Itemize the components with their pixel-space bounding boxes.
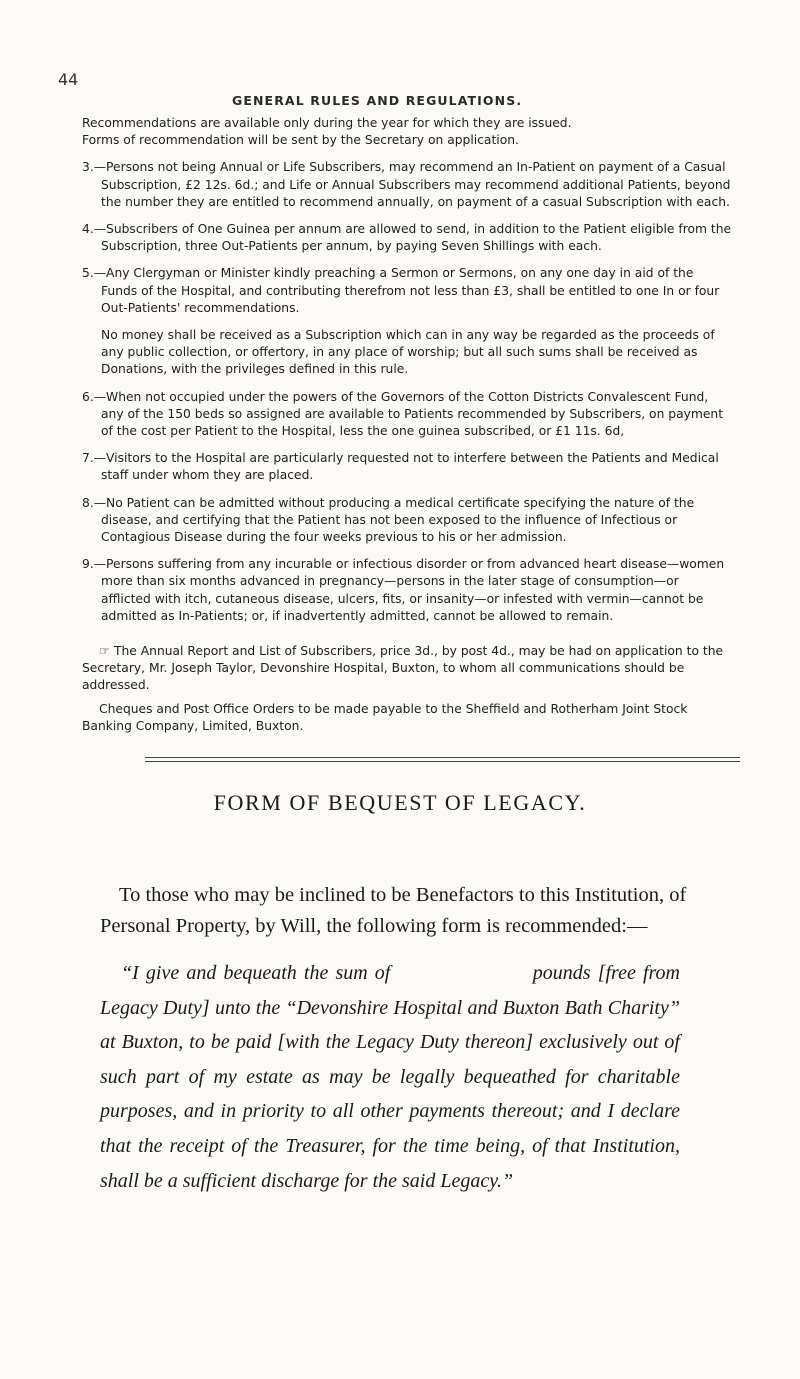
rule-6: 6.—When not occupied under the powers of the Governors of the Cotton Districts Convalescent Fund, any of the 150 beds so assigned are available to Patients recommended by Subscribers, on payment of the cost per Patient to the Hospital, less the one guinea subscribed, or £1 11s. 6d, [82,389,724,439]
rule-9: 9.—Persons suffering from any incurable or infectious disorder or from advanced heart disease—women more than six months advanced in pregnancy—persons in the later stage of consumption—or afflicted with itch, cutaneous disease, ulcers, fits, or insanity—or infested with vermin—cannot be admitted as In-Patients; or, if inadvertently admitted, cannot be allowed to remain. [82,557,725,623]
rule-5-note: No money shall be received as a Subscription which can in any way be regarded as the proceeds of any public collection, or offertory, in any place of worship; but all such sums shall be received as Donations, with the privileges defined in this rule. [101,328,715,377]
rule-7: 7.—Visitors to the Hospital are particularly requested not to interfere between the Patients and Medical staff under whom they are placed. [82,451,719,483]
annual-report-notice [82,643,732,695]
bequest-title: FORM OF BEQUEST OF LEGACY. [213,790,587,815]
running-head: GENERAL RULES AND REGULATIONS. [232,93,523,108]
page-number: 44 [58,70,79,89]
annual-report-text: The Annual Report and List of Subscribers, price 3d., by post 4d., may be had on application to the Secretary, Mr. Joseph Taylor, Devonshire Hospital, Buxton, to whom all communications should be addressed. [82,644,724,693]
rule-5: 5.—Any Clergyman or Minister kindly preaching a Sermon or Sermons, on any one day in aid of the Funds of the Hospital, and contributing therefrom not less than £3, shall be entitled to one In or four Out-Patients' recommendations. [82,266,720,315]
rules-section [82,115,732,735]
rule-8: 8.—No Patient can be admitted without producing a medical certificate specifying the nature of the disease, and certifying that the Patient has not been exposed to the influence of Infectious or Contagious Disease during the four weeks previous to his or her admission. [82,495,695,545]
intro-forms: Forms of recommendation will be sent by the Secretary on application. [82,133,519,148]
rule-3: 3.—Persons not being Annual or Life Subscribers, may recommend an In-Patient on payment of a Casual Subscription, £2 12s. 6d.; and Life or Annual Subscribers may recommend additional Patients, beyond the number they are entitled to recommend annually, on payment of a casual Subscription with each. [82,160,731,209]
rule-4: 4.—Subscribers of One Guinea per annum are allowed to send, in addition to the Patient eligible from the Subscription, three Out-Patients per annum, by paying Seven Shillings with each. [82,222,732,254]
pointing-hand-icon: ☞ [99,644,111,659]
intro-availability: Recommendations are available only during the year for which they are issued. [82,116,572,130]
bequest-intro: To those who may be inclined to be Benefactors to this Institution, of Personal Property, by Will, the following form is recommended:— [100,883,687,937]
cheques-notice: Cheques and Post Office Orders to be made payable to the Sheffield and Rotherham Joint Stock Banking Company, Limited, Buxton. [82,701,688,733]
bequest-form-text: “I give and bequeath the sum of pounds [free from Legacy Duty] unto the “Devonshire Hospital and Buxton Bath Charity” at Buxton, to be paid [with the Legacy Duty thereon] exclusively out of such part of my estate as may be legally bequeathed for charitable purposes, and in priority to all other payments thereout; and I declare that the receipt of the Treasurer, for the time being, of that Institution, shall be a sufficient discharge for the said Legacy.” [100,962,685,1192]
double-rule-divider [145,757,740,762]
